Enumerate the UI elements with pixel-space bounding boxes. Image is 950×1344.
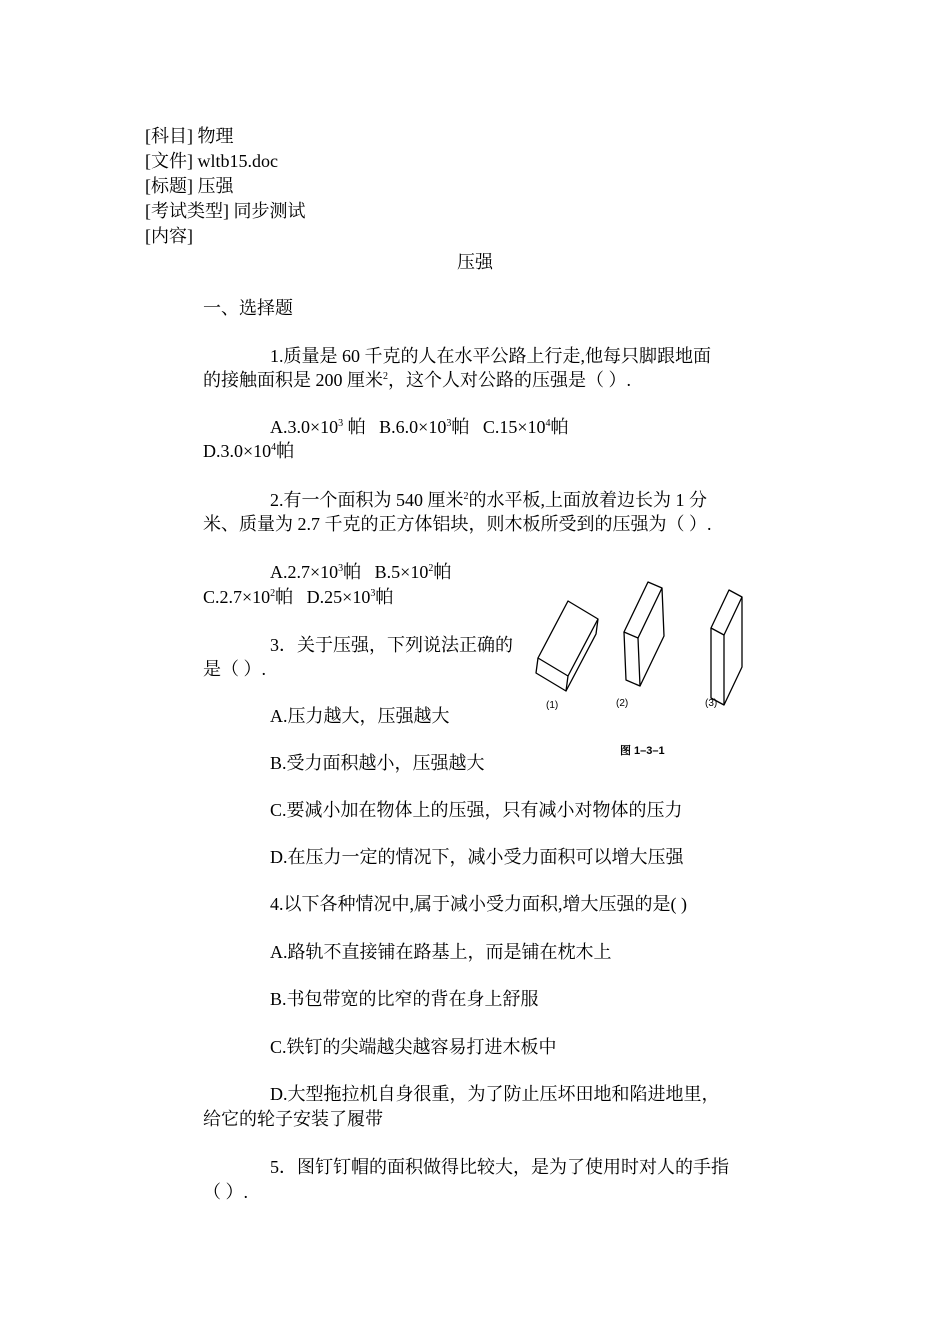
meta-subject: [科目] 物理 [145,126,234,146]
block-1-label: (1) [546,700,559,711]
q3-option-d: D.在压力一定的情况下，减小受力面积可以增大压强 [270,847,684,867]
q5-line-2: （ ）. [203,1182,248,1202]
meta-content: [内容] [145,226,193,246]
q2-option-a: $A.2.7\times 10^3$帕 [270,562,362,582]
block-2-side [624,582,664,686]
block-1-flat [536,601,598,691]
q4-option-c: C.铁钉的尖端越尖越容易打进木板中 [270,1037,557,1057]
q1-options-row-1 [270,416,569,438]
q2-options-row-2 [203,586,393,608]
block-3-label: (3) [705,698,718,709]
q4-option-d-line-1: D.大型拖拉机自身很重，为了防止压坏田地和陷进地里， [270,1084,720,1104]
q3-option-a: A.压力越大，压强越大 [270,706,450,726]
q2-line-2: 米、质量为 2.7 千克的正方体铝块，则木板所受到的压强为（ ）. [203,514,712,534]
meta-file: [文件] wltb15.doc [145,151,278,171]
q3-line-2: 是（ ）. [203,659,266,679]
meta-title: [标题] 压强 [145,176,234,196]
meta-exam-type: [考试类型] 同步测试 [145,201,306,221]
figure-blocks [528,572,768,762]
q4-option-a: A.路轨不直接铺在路基上，而是铺在枕木上 [270,942,612,962]
q1-line-2: 的接触面积是 200 厘米$^2$，这个人对公路的压强是（ ）. [203,370,631,390]
figure-svg [528,572,768,762]
q1-option-c: $C.15\times 10^4$帕 [482,417,569,437]
block-2-label: (2) [616,698,629,709]
q1-option-b: $B.6.0\times 10^3$帕 [379,417,470,437]
block-3-upright [711,590,742,705]
q5-line-1: 5．图钉钉帽的面积做得比较大，是为了使用时对人的手指 [270,1157,729,1177]
page-title: 压强 [457,252,493,272]
q3-option-b: B.受力面积越小，压强越大 [270,753,485,773]
q3-option-c: C.要减小加在物体上的压强，只有减小对物体的压力 [270,800,683,820]
q1-option-a: $A.3.0\times 10^3$ 帕 [270,417,366,437]
q4-option-d-line-2: 给它的轮子安装了履带 [203,1109,383,1129]
q4-option-b: B.书包带宽的比窄的背在身上舒服 [270,989,539,1009]
q2-options-row-1 [270,561,451,583]
q3-line-1: 3．关于压强，下列说法正确的 [270,635,513,655]
q2-option-b: $B.5\times 10^2$帕 [374,562,452,582]
q2-option-c: $C.2.7\times 10^2$帕 [203,587,294,607]
q4-line-1: 4.以下各种情况中,属于减小受力面积,增大压强的是( ) [270,894,687,914]
section-heading: 一、选择题 [203,298,293,318]
q2-line-1: 2.有一个面积为 540 厘米$^2$的水平板,上面放着边长为 1 分 [270,490,707,510]
q2-option-d: $D.25\times 10^3$帕 [306,587,394,607]
q1-option-d: $D.3.0\times 10^4$帕 [203,441,295,461]
figure-caption: 图 1–3–1 [620,745,665,757]
q1-line-1: 1.质量是 60 千克的人在水平公路上行走,他每只脚跟地面 [270,346,711,366]
